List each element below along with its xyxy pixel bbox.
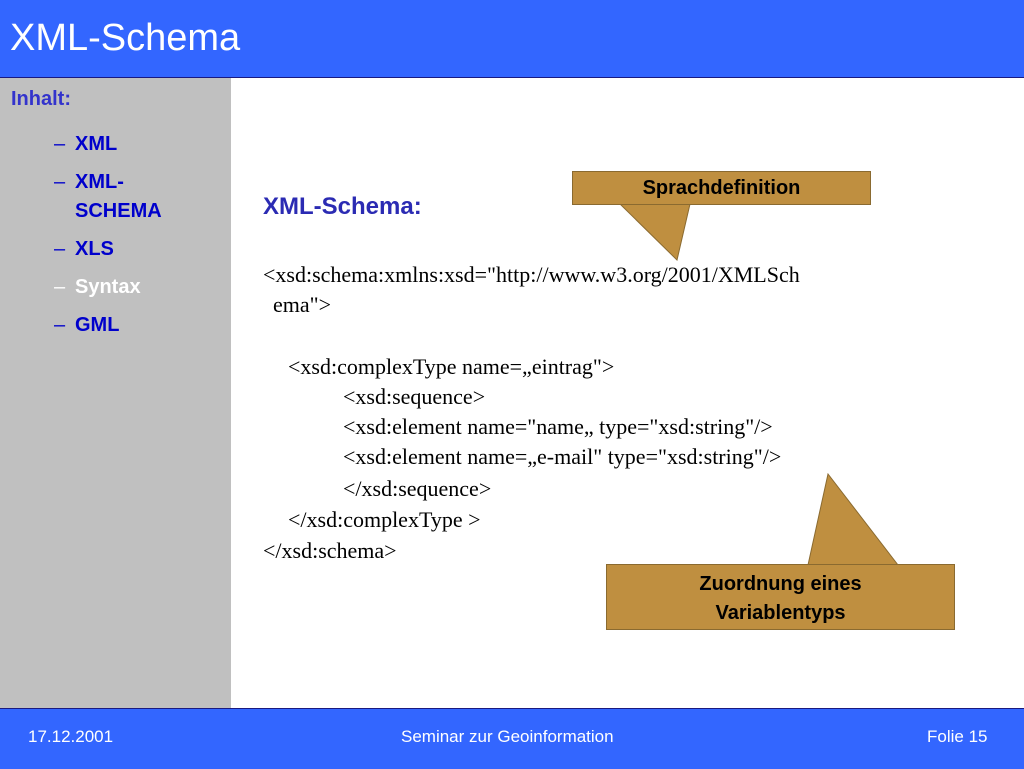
sidebar-item-label: Syntax <box>75 276 141 298</box>
code-line: ema"> <box>273 292 332 317</box>
code-line: <xsd:sequence> <box>343 384 486 409</box>
slide-footer <box>0 708 1024 769</box>
code-line: <xsd:complexType name=„eintrag"> <box>288 354 615 379</box>
sidebar-item-label: GML <box>75 314 120 336</box>
dash-marker: – <box>54 276 66 298</box>
slide-title: XML-Schema <box>10 17 241 59</box>
code-line: <xsd:schema:xmlns:xsd="http://www.w3.org/2001/XMLSch <box>263 262 800 287</box>
code-line: <xsd:element name="name„ type="xsd:string"/> <box>343 414 773 439</box>
dash-marker: – <box>54 171 66 193</box>
code-line: </xsd:sequence> <box>343 476 492 501</box>
footer-date: 17.12.2001 <box>28 727 114 746</box>
callout-pointer-bottom <box>808 474 898 565</box>
sidebar-heading: Inhalt: <box>11 88 71 110</box>
callout-text: Sprachdefinition <box>642 177 801 199</box>
callout-pointer-top <box>620 204 690 260</box>
callout-text: Variablentyps <box>715 602 846 624</box>
code-line: </xsd:schema> <box>263 538 397 563</box>
callout-text: Zuordnung eines <box>699 573 862 595</box>
dash-marker: – <box>54 133 66 155</box>
sidebar-item-label: XLS <box>75 238 114 260</box>
callout-variablentyp <box>606 564 955 630</box>
sidebar-item-label: XML-SCHEMA <box>75 171 162 222</box>
callout-sprachdefinition <box>572 171 871 205</box>
code-line: <xsd:element name=„e-mail" type="xsd:string"/> <box>343 444 782 469</box>
dash-marker: – <box>54 238 66 260</box>
dash-marker: – <box>54 314 66 336</box>
content-subtitle: XML-Schema: <box>263 193 422 220</box>
footer-slide-number: Folie 15 <box>927 727 988 746</box>
sidebar-item-label: XML <box>75 133 118 155</box>
code-line: </xsd:complexType > <box>288 507 481 532</box>
footer-title: Seminar zur Geoinformation <box>401 727 614 746</box>
